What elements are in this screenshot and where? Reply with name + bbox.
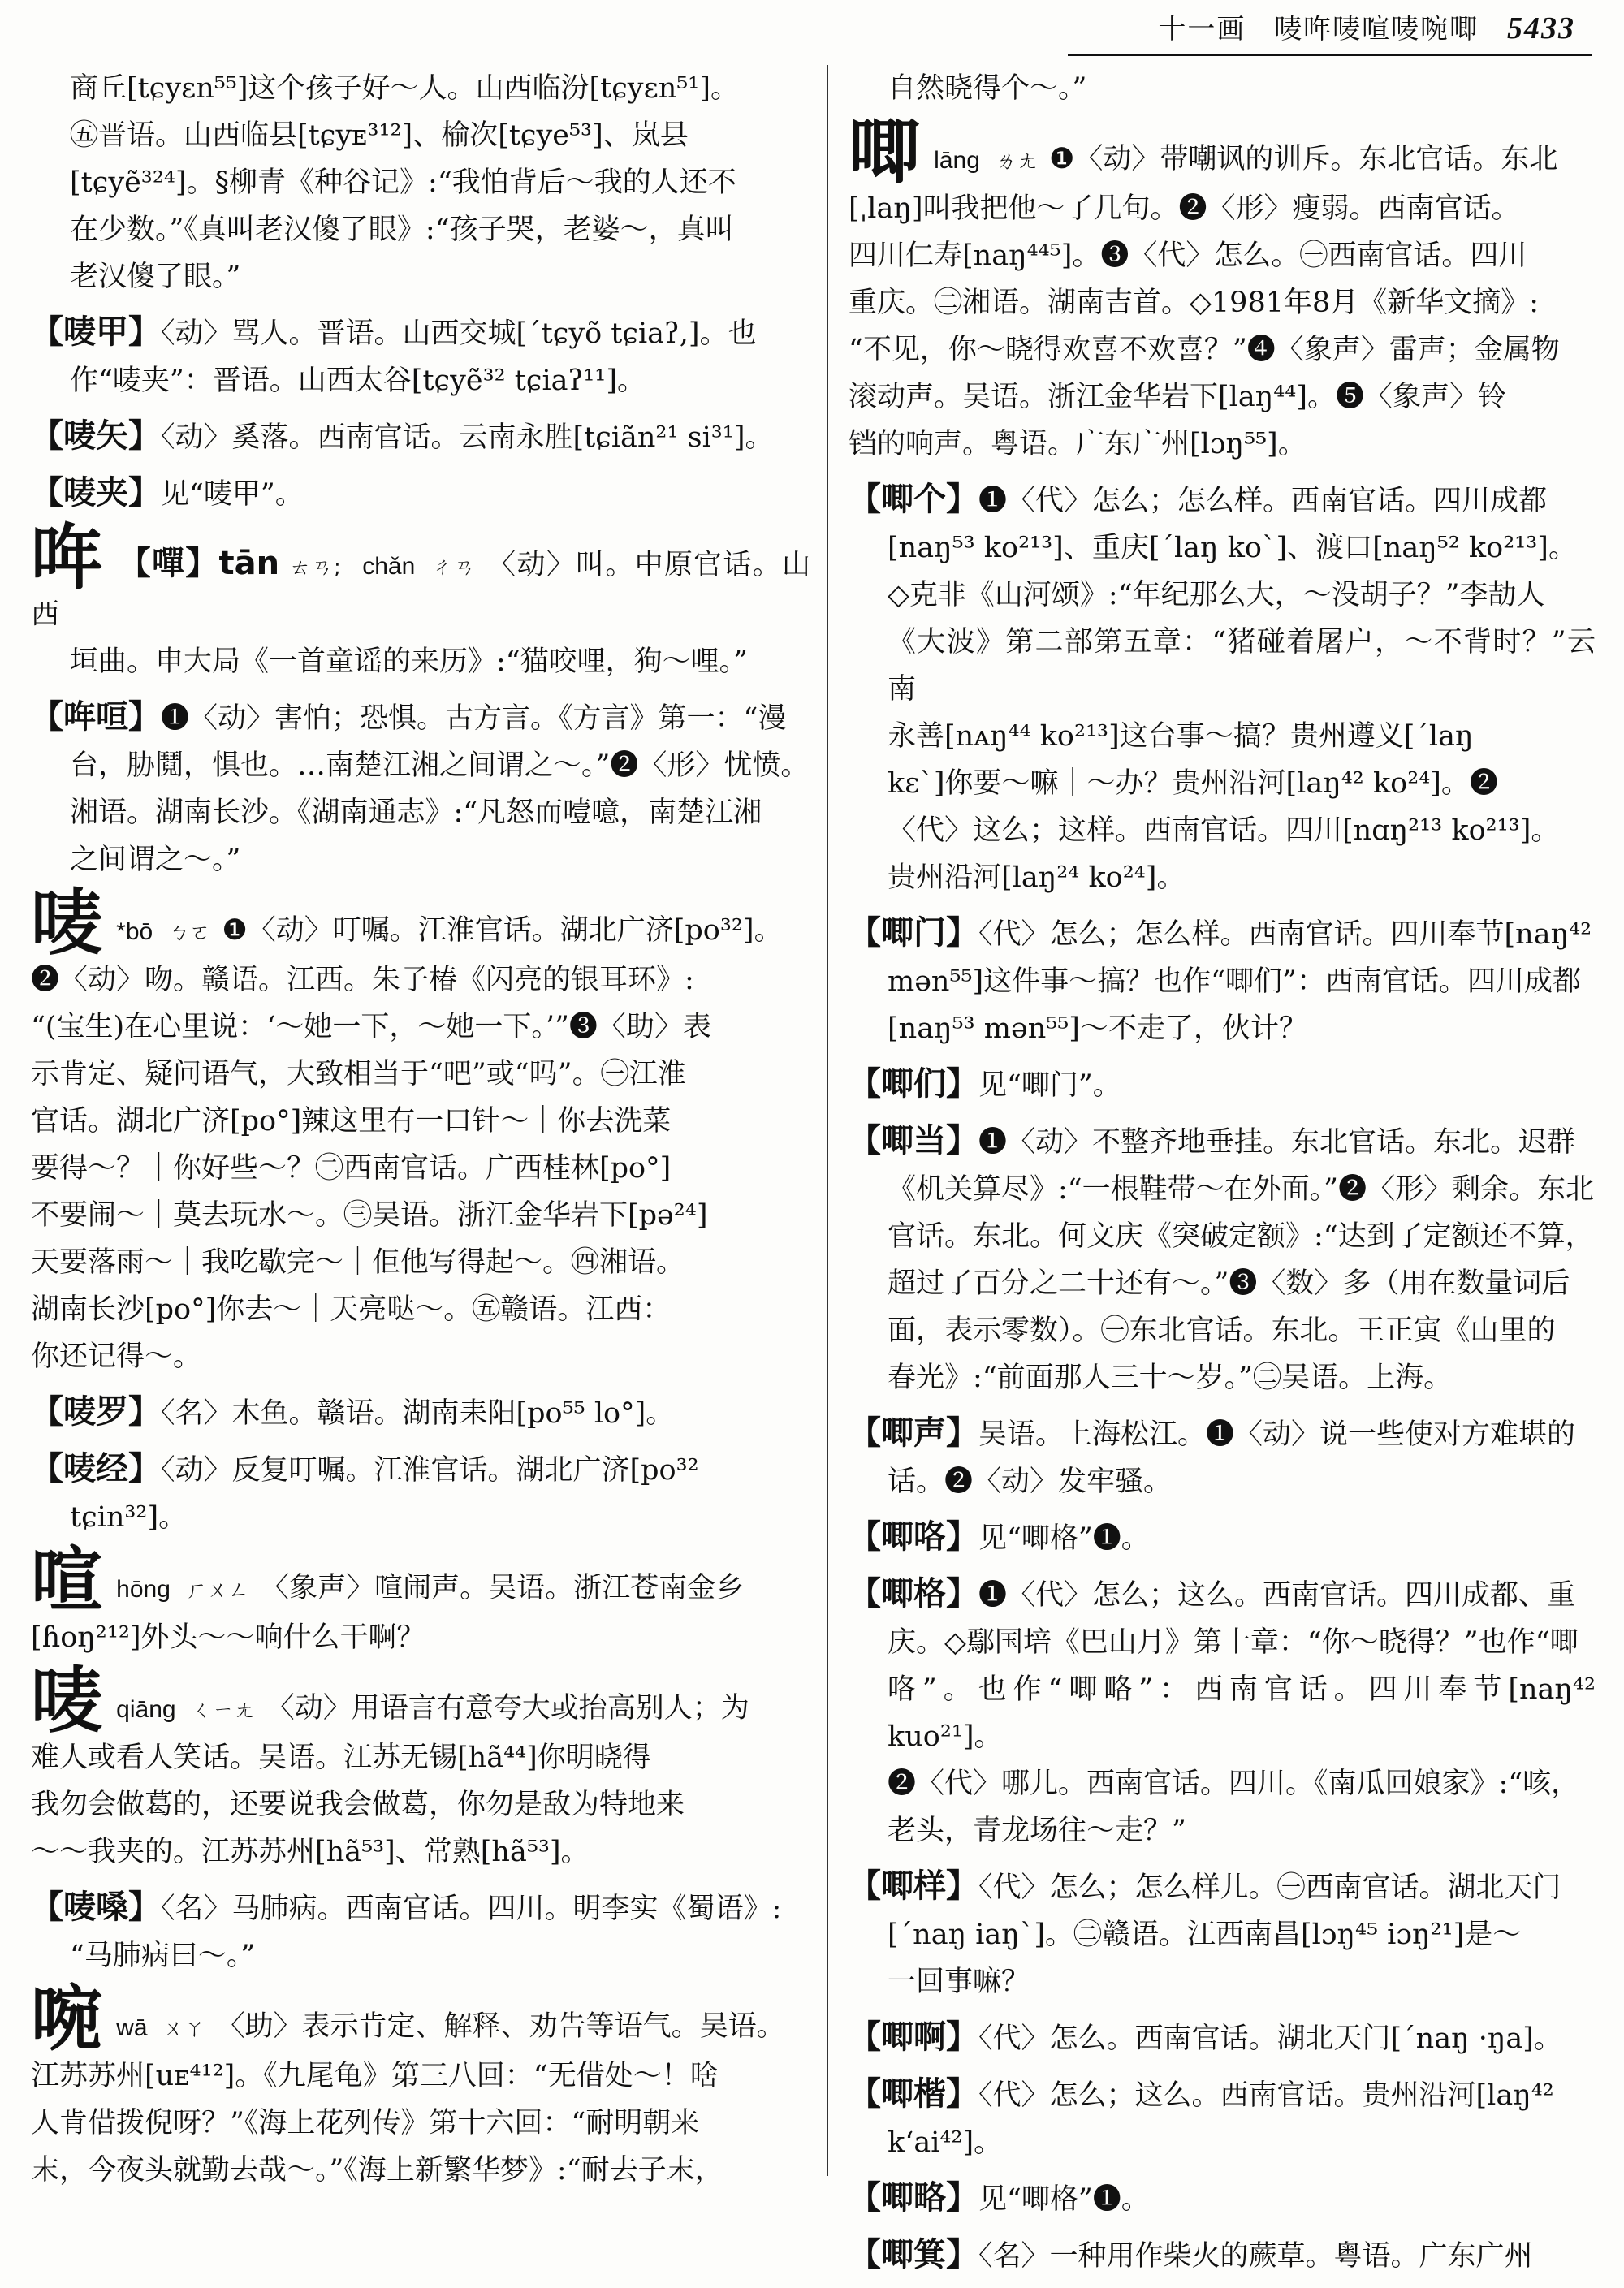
pinyin: wā xyxy=(116,2014,148,2041)
entry-text: 见“唧格”❶。 xyxy=(978,2183,1150,2216)
text-line: 四川仁寿[naŋ⁴⁴⁵]。❸〈代〉怎么。㊀西南官话。四川 xyxy=(849,240,1527,272)
zhuyin: ㄅㄛ xyxy=(168,921,211,945)
compound-entry xyxy=(31,412,810,461)
entry-text: 见“唛甲”。 xyxy=(161,478,304,511)
text-line: 自然晓得个～。” xyxy=(888,72,1087,105)
zhuyin: ㄌㄤ xyxy=(996,149,1039,174)
entry-text: 〈助〉表示肯定、解释、劝告等语气。吴语。 xyxy=(216,2010,785,2043)
section-label: 十一画 xyxy=(1158,13,1246,45)
zhuyin: ㄊㄢ; xyxy=(289,555,341,580)
text-line: 一回事嘛？ xyxy=(888,1966,1030,1998)
text-line: 你还记得～。 xyxy=(31,1340,202,1373)
text-line: 要得～？｜你好些～？㊁西南官话。广西桂林[po°] xyxy=(31,1152,672,1185)
variant-form: 【嘽】tān xyxy=(118,545,280,582)
text-line: 不要闹～｜莫去玩水～。㊂吴语。浙江金华岩下[pə²⁴] xyxy=(31,1199,708,1232)
compound-entry xyxy=(849,1409,1596,1505)
text-line: 《机关算尽》:“一根鞋带～在外面。”❷〈形〉剩余。东北 xyxy=(888,1173,1595,1206)
character-entry xyxy=(31,881,810,1380)
character-entry xyxy=(849,110,1596,468)
pinyin: *bō xyxy=(116,918,153,945)
pinyin: qiāng xyxy=(116,1696,176,1723)
text-line: 垣曲。申大局《一首童谣的来历》:“猫咬哩，狗～哩。” xyxy=(70,645,749,678)
entry-headword: 【唧个】 xyxy=(849,481,978,518)
text-line: 商丘[tɕyɛn⁵⁵]这个孩子好～人。山西临汾[tɕyɛn⁵¹]。 xyxy=(70,72,739,105)
text-line: 官话。湖北广济[po°]辣这里有一口针～｜你去洗菜 xyxy=(31,1105,672,1138)
text-line: 老汉傻了眼。” xyxy=(70,261,241,293)
text-line: ❷〈动〉吻。赣语。江西。朱子椿《闪亮的银耳环》: xyxy=(31,964,694,996)
entry-headword: 【唧样】 xyxy=(849,1867,978,1905)
compound-entry xyxy=(849,2014,1596,2062)
compound-entry xyxy=(849,2070,1596,2166)
entry-headword: 【唧箕】 xyxy=(849,2236,978,2273)
compound-entry xyxy=(849,1863,1596,2005)
entry-text: 吴语。上海松江。❶〈动〉说一些使对方难堪的 xyxy=(978,1418,1576,1451)
entry-headword: 【唛罗】 xyxy=(31,1393,161,1431)
entry-headword: 【唛经】 xyxy=(31,1450,161,1487)
text-line: 贵州沿河[laŋ²⁴ ko²⁴]。 xyxy=(888,861,1186,894)
character-headword: 唧 xyxy=(849,110,921,193)
running-head xyxy=(1140,6,1575,46)
character-entry xyxy=(31,516,810,685)
entry-text: ❶〈代〉怎么；怎么样。西南官话。四川成都 xyxy=(978,485,1548,517)
entry-text: 〈动〉骂人。晋语。山西交城[ˊtɕyõ tɕiaʔ,]。也 xyxy=(161,317,757,350)
text-line: ～～我夹的。江苏苏州[hã⁵³]、常熟[hã⁵³]。 xyxy=(31,1836,590,1868)
character-headword: 哖 xyxy=(31,516,104,599)
text-line: 官话。东北。何文庆《突破定额》:“达到了定额还不算， xyxy=(888,1220,1594,1253)
entry-headword: 【唧啊】 xyxy=(849,2018,978,2056)
pinyin: lāng xyxy=(934,147,980,174)
text-line: 咯”。也作“唧略”：西南官话。四川奉节[naŋ⁴² kuo²¹]。 xyxy=(888,1673,1596,1753)
text-line: 话。❷〈动〉发牢骚。 xyxy=(888,1466,1173,1498)
text-line: 江苏苏州[uᴇ⁴¹²]。《九尾龟》第三八回：“无借处～！啥 xyxy=(31,2060,719,2092)
entry-headword: 【唛甲】 xyxy=(31,313,161,351)
entry-headword: 【唧咯】 xyxy=(849,1518,978,1556)
column-divider xyxy=(827,65,828,2176)
entry-headword: 【唛夹】 xyxy=(31,474,161,512)
compound-entry xyxy=(849,2231,1596,2280)
pinyin: chǎn xyxy=(362,553,416,580)
character-entry xyxy=(31,1977,810,2194)
entry-text: ❶〈动〉不整齐地垂挂。东北官话。东北。迟群 xyxy=(978,1126,1576,1159)
entry-text: 〈动〉反复叮嘱。江淮官话。湖北广济[po³² xyxy=(161,1454,699,1487)
entry-headword: 【唧们】 xyxy=(849,1065,978,1103)
entry-headword: 【唧格】 xyxy=(849,1575,978,1612)
header-rule xyxy=(1068,54,1592,56)
text-line: ◇克非《山河颂》:“年纪那么大，～没胡子？”李劼人 xyxy=(888,579,1545,611)
compound-entry xyxy=(31,1388,810,1437)
zhuyin: ㄏㄨㄥ xyxy=(186,1578,250,1603)
entry-headword: 【唧门】 xyxy=(849,914,978,952)
text-line: tɕin³²]。 xyxy=(70,1501,188,1534)
text-line: kʻai⁴²]。 xyxy=(888,2126,1003,2159)
compound-entry xyxy=(849,1570,1596,1854)
compound-entry xyxy=(31,693,810,883)
entry-text: 〈动〉奚落。西南官话。云南永胜[tɕiãn²¹ si³¹]。 xyxy=(161,421,774,454)
text-line: 超过了百分之二十还有～。”❸〈数〉多（用在数量词后 xyxy=(888,1267,1570,1300)
entry-headword: 【唧略】 xyxy=(849,2179,978,2217)
text-line: 天要落雨～｜我吃歇完～｜佢他写得起～。㊃湘语。 xyxy=(31,1246,685,1279)
text-line: 示肯定、疑问语气，大致相当于“吧”或“吗”。㊀江淮 xyxy=(31,1058,686,1090)
text-line: kɛˋ]你要～嘛｜～办？贵州沿河[laŋ⁴² ko²⁴]。❷ xyxy=(888,767,1498,800)
text-line: 末，今夜头就勤去哉～。”《海上新繁华梦》:“耐去子末， xyxy=(31,2154,723,2187)
text-line: 台，胁鬩，惧也。…南楚江湘之间谓之～。”❷〈形〉忧愤。 xyxy=(70,749,810,782)
entry-text: 〈动〉叫。中原官话。山西 xyxy=(31,549,810,631)
entry-headword: 【唛矢】 xyxy=(31,417,161,455)
compound-entry xyxy=(849,1117,1596,1401)
compound-entry xyxy=(31,469,810,518)
text-line: 永善[nᴀŋ⁴⁴ ko²¹³]这台事～搞？贵州遵义[ˊlaŋ xyxy=(888,720,1474,753)
compound-entry xyxy=(31,1884,810,1979)
entry-continuation xyxy=(31,65,810,300)
compound-entry xyxy=(849,909,1596,1052)
text-line: 春光》:“前面那人三十～岁。”㊁吴语。上海。 xyxy=(888,1362,1453,1394)
entry-text: 〈名〉一种用作柴火的蕨草。粤语。广东广州 xyxy=(978,2240,1533,2273)
character-headword: 喧 xyxy=(31,1539,103,1622)
compound-entry xyxy=(849,1060,1596,1109)
text-line: [tɕyẽ³²⁴]。§柳青《种谷记》:“我怕背后～我的人还不 xyxy=(70,166,736,199)
text-line: 之间谓之～。” xyxy=(70,844,241,876)
text-line: [naŋ⁵³ ko²¹³]、重庆[ˊlaŋ koˋ]、渡口[naŋ⁵² ko²¹³]。 xyxy=(888,532,1577,564)
text-line: [ˌlaŋ]叫我把他～了几句。❷〈形〉瘦弱。西南官话。 xyxy=(849,192,1520,225)
text-line: mən⁵⁵]这件事～搞？也作“唧们”：西南官话。四川成都 xyxy=(888,965,1581,998)
entry-text: ❶〈动〉带嘲讽的训斥。东北官话。东北 xyxy=(1049,143,1558,175)
entry-headword: 【唧楷】 xyxy=(849,2075,978,2113)
text-line: “(宝生)在心里说：‘～她一下，～她一下。’”❸〈助〉表 xyxy=(31,1011,711,1043)
entry-continuation xyxy=(849,65,1596,112)
entry-text: 见“唧格”❶。 xyxy=(978,1522,1150,1555)
character-headword: 唛 xyxy=(31,1659,103,1742)
zhuyin: ㄨㄚ xyxy=(162,2017,205,2041)
compound-entry xyxy=(849,1513,1596,1562)
character-headword: 啘 xyxy=(31,1977,103,2061)
entry-text: 〈名〉木鱼。赣语。湖南耒阳[po⁵⁵ lo°]。 xyxy=(161,1397,675,1430)
text-line: 我勿会做葛的，还要说我会做葛，你勿是敌为特地来 xyxy=(31,1789,685,1821)
text-line: 作“唛夹”：晋语。山西太谷[tɕyẽ³² tɕiaʔ¹¹]。 xyxy=(70,365,646,397)
entry-text: ❶〈代〉怎么；这么。西南官话。四川成都、重 xyxy=(978,1579,1576,1612)
text-line: 人肯借拨倪呀？”《海上花列传》第十六回：“耐明朝来 xyxy=(31,2107,700,2139)
left-column xyxy=(31,65,810,2202)
zhuyin: ㄔㄢ xyxy=(431,555,477,580)
text-line: 滚动声。吴语。浙江金华岩下[laŋ⁴⁴]。❺〈象声〉铃 xyxy=(849,381,1506,413)
text-line: 〈代〉这么；这样。西南官话。四川[nɑŋ²¹³ ko²¹³]。 xyxy=(888,814,1560,847)
text-line: ❷〈代〉哪儿。西南官话。四川。《南瓜回娘家》:“咳， xyxy=(888,1768,1580,1800)
entry-text: 〈代〉怎么。西南官话。湖北天门[ˊnaŋ ·ŋa]。 xyxy=(978,2023,1562,2055)
character-entry xyxy=(31,1539,810,1661)
character-headword: 唛 xyxy=(31,881,103,965)
zhuyin: ㄑㄧㄤ xyxy=(191,1699,255,1723)
text-line: [naŋ⁵³ mən⁵⁵]～不走了，伙计？ xyxy=(888,1012,1307,1045)
compound-entry xyxy=(849,476,1596,901)
entry-text: 〈代〉怎么；这么。西南官话。贵州沿河[laŋ⁴² xyxy=(978,2079,1554,2112)
text-line: 老头，青龙场往～走？” xyxy=(888,1815,1186,1847)
compound-entry xyxy=(849,2174,1596,2223)
text-line: 《大波》第二部第五章：“猪碰着屠户，～不背时？”云南 xyxy=(888,626,1596,706)
entry-text: 〈代〉怎么；怎么样。西南官话。四川奉节[naŋ⁴² xyxy=(978,918,1592,951)
text-line: “马肺病曰～。” xyxy=(70,1940,256,1972)
header-chars: 唛哖唛喧唛啘唧 xyxy=(1274,13,1479,45)
entry-headword: 【唧当】 xyxy=(849,1122,978,1159)
entry-text: 〈象声〉喧闹声。吴语。浙江苍南金乡 xyxy=(261,1572,745,1604)
compound-entry xyxy=(31,309,810,404)
entry-text: 〈动〉用语言有意夸大或抬高别人；为 xyxy=(266,1692,749,1725)
text-line: 湘语。湖南长沙。《湖南通志》:“凡怒而噎噫，南楚江湘 xyxy=(70,796,762,829)
text-line: 在少数。”《真叫老汉傻了眼》:“孩子哭，老婆～，真叫 xyxy=(70,214,734,246)
compound-entry xyxy=(31,1445,810,1541)
text-line: 庆。◇鄢国培《巴山月》第十章：“你～晓得？”也作“唧 xyxy=(888,1626,1579,1659)
text-line: [ɦoŋ²¹²]外头～～响什么干啊？ xyxy=(31,1621,425,1654)
entry-text: 〈名〉马肺病。西南官话。四川。明李实《蜀语》: xyxy=(161,1893,782,1925)
text-line: 湖南长沙[po°]你去～｜天亮哒～。㊄赣语。江西： xyxy=(31,1293,672,1326)
text-line: 重庆。㊁湘语。湖南吉首。◇1981年8月《新华文摘》: xyxy=(849,287,1540,319)
right-column xyxy=(849,65,1596,2288)
text-line: 面，表示零数）。㊀东北官话。东北。王正寅《山里的 xyxy=(888,1315,1556,1347)
text-line: ㊄晋语。山西临县[tɕyᴇ³¹²]、榆次[tɕye⁵³]、岚县 xyxy=(70,119,689,152)
entry-text: ❶〈动〉叮嘱。江淮官话。湖北广济[po³²]。 xyxy=(222,914,783,947)
entry-headword: 【哖咺】 xyxy=(31,698,161,736)
text-line: 难人或看人笑话。吴语。江苏无锡[hã⁴⁴]你明晓得 xyxy=(31,1742,651,1774)
page-header xyxy=(0,0,1624,57)
text-line: 铛的响声。粤语。广东广州[lɔŋ⁵⁵]。 xyxy=(849,428,1307,460)
character-entry xyxy=(31,1659,810,1876)
entry-text: 〈代〉怎么；怎么样儿。㊀西南官话。湖北天门 xyxy=(978,1871,1561,1904)
entry-headword: 【唧声】 xyxy=(849,1414,978,1452)
text-line: “不见，你～晓得欢喜不欢喜？”❹〈象声〉雷声；金属物 xyxy=(849,334,1560,366)
entry-headword: 【唛嗓】 xyxy=(31,1889,161,1926)
pinyin: hōng xyxy=(116,1576,171,1603)
entry-text: 见“唧门”。 xyxy=(978,1069,1121,1102)
page-number: 5433 xyxy=(1507,11,1575,45)
text-line: [ˊnaŋ iaŋˋ]。㊁赣语。江西南昌[lɔŋ⁴⁵ iɔŋ²¹]是～ xyxy=(888,1919,1522,1951)
entry-text: ❶〈动〉害怕；恐惧。古方言。《方言》第一：“漫 xyxy=(161,702,787,735)
